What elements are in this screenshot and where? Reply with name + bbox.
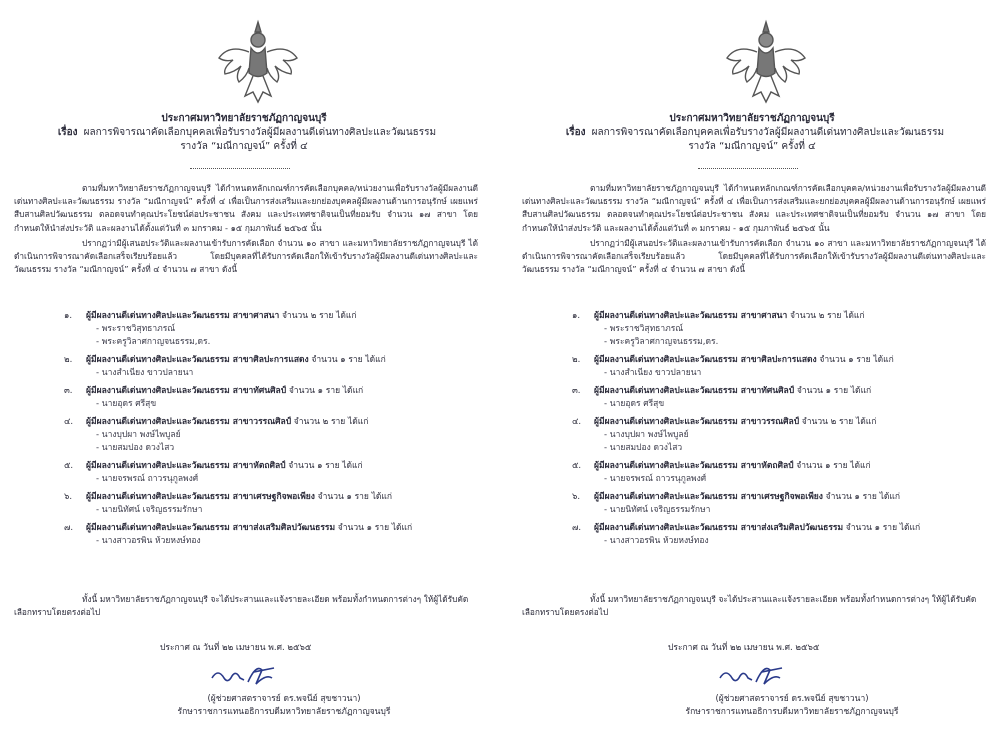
document-title: ประกาศมหาวิทยาลัยราชภัฏกาญจนบุรี	[669, 113, 835, 124]
category-count: จำนวน ๒ ราย ได้แก่	[293, 417, 369, 427]
awardee-name: - นายนิทัศน์ เจริญธรรมรักษา	[604, 505, 711, 515]
category-list	[64, 310, 480, 553]
awardee-name: - นายอุดร ศรีสุข	[604, 399, 665, 409]
awardee-name: - นายสมปอง ดวงไสว	[604, 443, 683, 453]
document-header	[0, 112, 488, 154]
category-title: ผู้มีผลงานดีเด่นทางศิลปะและวัฒนธรรม สาขาเศรษฐกิจพอเพียง	[594, 492, 823, 502]
category-count: จำนวน ๑ ราย ได้แก่	[288, 386, 364, 396]
subject-line-2: รางวัล “มณีกาญจน์” ครั้งที่ ๔	[180, 141, 308, 152]
category-count: จำนวน ๑ ราย ได้แก่	[825, 492, 901, 502]
category-list	[572, 310, 988, 553]
announcement-date: ประกาศ ณ วันที่ ๒๒ เมษายน พ.ศ. ๒๕๖๕	[160, 643, 312, 653]
signer-block	[508, 693, 996, 719]
awardee-name: - นางสาวอรพิน ห้วยหงษ์ทอง	[604, 536, 709, 546]
awardee-name: - พระครูวิลาศกาญจนธรรม,ดร.	[604, 337, 719, 347]
signer-position: รักษาราชการแทนอธิการบดีมหาวิทยาลัยราชภัฏกาญจนบุรี	[177, 707, 391, 717]
category-title: ผู้มีผลงานดีเด่นทางศิลปะและวัฒนธรรม สาขาวรรณศิลป์	[594, 417, 800, 427]
category-number: ๓.	[572, 386, 581, 396]
category-item	[572, 416, 988, 455]
category-item	[64, 385, 480, 411]
category-title: ผู้มีผลงานดีเด่นทางศิลปะและวัฒนธรรม สาขาทัศนศิลป์	[86, 386, 287, 396]
category-item	[64, 522, 480, 548]
category-number: ๖.	[572, 492, 581, 502]
document-subject	[508, 126, 996, 140]
category-count: จำนวน ๒ ราย ได้แก่	[281, 311, 357, 321]
category-number: ๑.	[64, 311, 73, 321]
awardee-name: - นายอุดร ศรีสุข	[96, 399, 157, 409]
category-item	[572, 385, 988, 411]
category-count: จำนวน ๒ ราย ได้แก่	[801, 417, 877, 427]
category-title: ผู้มีผลงานดีเด่นทางศิลปะและวัฒนธรรม สาขาส่งเสริมศิลปวัฒนธรรม	[86, 523, 336, 533]
category-item	[64, 354, 480, 380]
category-number: ๑.	[572, 311, 581, 321]
intro-paragraph-1: ตามที่มหาวิทยาลัยราชภัฏกาญจนบุรี ได้กำหนดหลักเกณฑ์การคัดเลือกบุคคล/หน่วยงานเพื่อรับรางวัลผู้มีผลงานดีเด่นทางศิลปะและวัฒนธรรม รางวัล “มณีกาญจน์” ครั้งที่ ๔ เพื่อเป็นการส่งเสริมและยกย่องบุคคลผู้มีผลงานด้านการอนุรักษ์ เผยแพร่ สืบสานศิลปวัฒนธรรม ตลอดจนทำคุณประโยชน์ต่อประชาชน สังคม และประเทศชาติจนเป็นที่ยอมรับ จำนวน ๑๗ สาขา โดยกำหนดให้นำส่งประวัติ และผลงานได้ตั้งแต่วันที่ ๓ มกราคม - ๑๕ กุมภาพันธ์ ๒๕๖๕ นั้น	[14, 183, 478, 233]
category-count: จำนวน ๑ ราย ได้แก่	[311, 355, 386, 365]
subject-line-1: ผลการพิจารณาคัดเลือกบุคคลเพื่อรับรางวัลผู้มีผลงานดีเด่นทางศิลปะและวัฒนธรรม	[591, 127, 945, 138]
category-item	[64, 460, 480, 486]
category-count: จำนวน ๑ ราย ได้แก่	[288, 461, 363, 471]
subject-line-2: รางวัล “มณีกาญจน์” ครั้งที่ ๔	[688, 141, 816, 152]
signer-name: (ผู้ช่วยศาสตราจารย์ ดร.พจนีย์ สุขชาวนา)	[207, 694, 361, 704]
intro-paragraph-2: ปรากฏว่ามีผู้เสนอประวัติและผลงานเข้ารับการคัดเลือก จำนวน ๑๐ สาขา และมหาวิทยาลัยราชภัฏกาญจนบุรี ได้ดำเนินการพิจารณาคัดเลือกเสร็จเรียบร้อยแล้ว โดยมีบุคคลที่ได้รับการคัดเลือกให้เข้ารับรางวัลผู้มีผลงานดีเด่นทางศิลปะและวัฒนธรรม รางวัล “มณีกาญจน์” ครั้งที่ ๔ จำนวน ๗ สาขา ดังนี้	[14, 237, 478, 275]
awardee-name: - นายจรพรณ์ ถาวรนุกูลพงศ์	[604, 474, 707, 484]
signer-block	[0, 693, 488, 719]
category-count: จำนวน ๑ ราย ได้แก่	[819, 355, 894, 365]
category-title: ผู้มีผลงานดีเด่นทางศิลปะและวัฒนธรรม สาขาหัตถศิลป์	[594, 461, 794, 471]
document-page-left	[0, 0, 488, 750]
awardee-name: - พระราชวิสุทธาภรณ์	[96, 324, 176, 334]
awardee-name: - นางบุปผา พงษ์ไพบูลย์	[96, 430, 181, 440]
category-title: ผู้มีผลงานดีเด่นทางศิลปะและวัฒนธรรม สาขาส่งเสริมศิลปวัฒนธรรม	[594, 523, 844, 533]
category-item	[572, 522, 988, 548]
category-number: ๕.	[64, 461, 74, 471]
closing-paragraph: ทั้งนี้ มหาวิทยาลัยราชภัฏกาญจนบุรี จะได้ประสานและแจ้งรายละเอียด พร้อมทั้งกำหนดการต่างๆ ให้ผู้ได้รับคัดเลือกทราบโดยตรงต่อไป	[14, 594, 469, 617]
signer-position: รักษาราชการแทนอธิการบดีมหาวิทยาลัยราชภัฏกาญจนบุรี	[685, 707, 899, 717]
closing-text	[14, 593, 478, 619]
awardee-name: - พระครูวิลาศกาญจนธรรม,ดร.	[96, 337, 211, 347]
garuda-emblem-icon	[215, 18, 301, 106]
category-item	[64, 416, 480, 455]
category-title: ผู้มีผลงานดีเด่นทางศิลปะและวัฒนธรรม สาขาหัตถศิลป์	[86, 461, 286, 471]
category-number: ๒.	[572, 355, 581, 365]
signature-icon	[206, 660, 286, 692]
closing-text	[522, 593, 986, 619]
awardee-name: - พระราชวิสุทธาภรณ์	[604, 324, 684, 334]
signer-name: (ผู้ช่วยศาสตราจารย์ ดร.พจนีย์ สุขชาวนา)	[715, 694, 869, 704]
category-title: ผู้มีผลงานดีเด่นทางศิลปะและวัฒนธรรม สาขาทัศนศิลป์	[594, 386, 795, 396]
document-title: ประกาศมหาวิทยาลัยราชภัฏกาญจนบุรี	[161, 113, 327, 124]
category-number: ๖.	[64, 492, 73, 502]
category-title: ผู้มีผลงานดีเด่นทางศิลปะและวัฒนธรรม สาขาศิลปะการแสดง	[86, 355, 309, 365]
separator	[698, 168, 798, 169]
awardee-name: - นางบุปผา พงษ์ไพบูลย์	[604, 430, 689, 440]
awardee-name: - นางสำเนียง ขาวปลายนา	[604, 368, 702, 378]
category-count: จำนวน ๑ ราย ได้แก่	[796, 461, 871, 471]
garuda-emblem-icon	[723, 18, 809, 106]
intro-paragraph-1: ตามที่มหาวิทยาลัยราชภัฏกาญจนบุรี ได้กำหนดหลักเกณฑ์การคัดเลือกบุคคล/หน่วยงานเพื่อรับรางวัลผู้มีผลงานดีเด่นทางศิลปะและวัฒนธรรม รางวัล “มณีกาญจน์” ครั้งที่ ๔ เพื่อเป็นการส่งเสริมและยกย่องบุคคลผู้มีผลงานด้านการอนุรักษ์ เผยแพร่ สืบสานศิลปวัฒนธรรม ตลอดจนทำคุณประโยชน์ต่อประชาชน สังคม และประเทศชาติจนเป็นที่ยอมรับ จำนวน ๑๗ สาขา โดยกำหนดให้นำส่งประวัติ และผลงานได้ตั้งแต่วันที่ ๓ มกราคม - ๑๕ กุมภาพันธ์ ๒๕๖๕ นั้น	[522, 183, 986, 233]
category-count: จำนวน ๑ ราย ได้แก่	[796, 386, 872, 396]
closing-paragraph: ทั้งนี้ มหาวิทยาลัยราชภัฏกาญจนบุรี จะได้ประสานและแจ้งรายละเอียด พร้อมทั้งกำหนดการต่างๆ ให้ผู้ได้รับคัดเลือกทราบโดยตรงต่อไป	[522, 594, 977, 617]
subject-label: เรื่อง	[565, 127, 586, 138]
intro-text	[522, 182, 986, 278]
category-count: จำนวน ๑ ราย ได้แก่	[337, 523, 413, 533]
category-item	[64, 491, 480, 517]
category-item	[64, 310, 480, 349]
category-number: ๔.	[572, 417, 582, 427]
intro-text	[14, 182, 478, 278]
category-number: ๕.	[572, 461, 582, 471]
category-number: ๓.	[64, 386, 73, 396]
intro-paragraph-2: ปรากฏว่ามีผู้เสนอประวัติและผลงานเข้ารับการคัดเลือก จำนวน ๑๐ สาขา และมหาวิทยาลัยราชภัฏกาญจนบุรี ได้ดำเนินการพิจารณาคัดเลือกเสร็จเรียบร้อยแล้ว โดยมีบุคคลที่ได้รับการคัดเลือกให้เข้ารับรางวัลผู้มีผลงานดีเด่นทางศิลปะและวัฒนธรรม รางวัล “มณีกาญจน์” ครั้งที่ ๔ จำนวน ๗ สาขา ดังนี้	[522, 237, 986, 275]
category-count: จำนวน ๑ ราย ได้แก่	[317, 492, 393, 502]
category-item	[572, 460, 988, 486]
subject-label: เรื่อง	[57, 127, 78, 138]
document-page-right	[508, 0, 996, 750]
subject-line-1: ผลการพิจารณาคัดเลือกบุคคลเพื่อรับรางวัลผู้มีผลงานดีเด่นทางศิลปะและวัฒนธรรม	[83, 127, 437, 138]
category-count: จำนวน ๒ ราย ได้แก่	[789, 311, 865, 321]
category-title: ผู้มีผลงานดีเด่นทางศิลปะและวัฒนธรรม สาขาเศรษฐกิจพอเพียง	[86, 492, 315, 502]
category-title: ผู้มีผลงานดีเด่นทางศิลปะและวัฒนธรรม สาขาวรรณศิลป์	[86, 417, 292, 427]
separator	[190, 168, 290, 169]
category-title: ผู้มีผลงานดีเด่นทางศิลปะและวัฒนธรรม สาขาศาสนา	[594, 311, 788, 321]
awardee-name: - นายจรพรณ์ ถาวรนุกูลพงศ์	[96, 474, 199, 484]
document-subject	[0, 126, 488, 140]
awardee-name: - นางสาวอรพิน ห้วยหงษ์ทอง	[96, 536, 201, 546]
category-title: ผู้มีผลงานดีเด่นทางศิลปะและวัฒนธรรม สาขาศิลปะการแสดง	[594, 355, 817, 365]
announcement-date: ประกาศ ณ วันที่ ๒๒ เมษายน พ.ศ. ๒๕๖๕	[668, 643, 820, 653]
document-header	[508, 112, 996, 154]
category-item	[572, 354, 988, 380]
awardee-name: - นายสมปอง ดวงไสว	[96, 443, 175, 453]
category-number: ๒.	[64, 355, 73, 365]
category-count: จำนวน ๑ ราย ได้แก่	[845, 523, 921, 533]
awardee-name: - นายนิทัศน์ เจริญธรรมรักษา	[96, 505, 203, 515]
category-item	[572, 491, 988, 517]
category-item	[572, 310, 988, 349]
category-number: ๔.	[64, 417, 74, 427]
signature-icon	[714, 660, 794, 692]
category-title: ผู้มีผลงานดีเด่นทางศิลปะและวัฒนธรรม สาขาศาสนา	[86, 311, 280, 321]
category-number: ๗.	[64, 523, 74, 533]
awardee-name: - นางสำเนียง ขาวปลายนา	[96, 368, 194, 378]
category-number: ๗.	[572, 523, 582, 533]
